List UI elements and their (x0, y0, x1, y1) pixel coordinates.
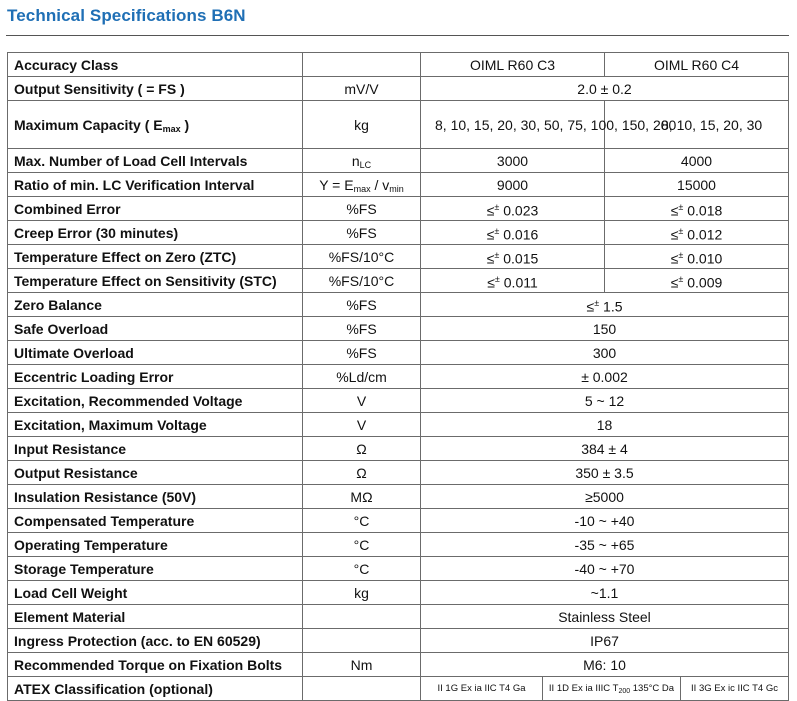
table-row (8, 461, 789, 485)
unit-cell (303, 677, 421, 701)
unit-cell: %FS (303, 221, 421, 245)
value-c3 (421, 197, 605, 221)
title-divider (6, 35, 789, 36)
param-label: Accuracy Class (8, 53, 303, 77)
unit-cell: °C (303, 509, 421, 533)
unit-cell: %FS (303, 341, 421, 365)
page-title: Technical Specifications B6N (7, 6, 246, 25)
value-c3: 8, 10, 15, 20, 30, 50, 75, 100, 150, 200 (421, 101, 605, 149)
value-merged: 2.0 ± 0.2 (421, 77, 789, 101)
le-symbol: ≤± (586, 297, 600, 315)
value-text: 0.015 (503, 250, 539, 267)
unit-cell: Nm (303, 653, 421, 677)
value-merged: ~1.1 (421, 581, 789, 605)
param-label: Excitation, Recommended Voltage (8, 389, 303, 413)
param-label: Excitation, Maximum Voltage (8, 413, 303, 437)
table-row (8, 677, 789, 701)
param-label: Element Material (8, 605, 303, 629)
value-merged: IP67 (421, 629, 789, 653)
unit-cell: %FS/10°C (303, 269, 421, 293)
param-label: Temperature Effect on Zero (ZTC) (8, 245, 303, 269)
table-row (8, 605, 789, 629)
table-row (8, 53, 789, 77)
param-label: Output Sensitivity ( = FS ) (8, 77, 303, 101)
value-merged: M6: 10 (421, 653, 789, 677)
value-text: 0.012 (687, 226, 723, 243)
unit-cell: %FS (303, 293, 421, 317)
table-row (8, 221, 789, 245)
table-row (8, 197, 789, 221)
table-row (8, 77, 789, 101)
unit-text: n (351, 152, 360, 169)
unit-cell: Ω (303, 461, 421, 485)
atex-text: II 1D Ex ia IIIC T (548, 683, 619, 694)
unit-cell: mV/V (303, 77, 421, 101)
unit-cell (303, 629, 421, 653)
value-c4: 8, 10, 15, 20, 30 (605, 101, 789, 149)
value-c3 (421, 269, 605, 293)
table-row (8, 485, 789, 509)
table-row (8, 149, 789, 173)
table-row (8, 557, 789, 581)
value-c4: OIML R60 C4 (605, 53, 789, 77)
table-row (8, 581, 789, 605)
value-merged: 384 ± 4 (421, 437, 789, 461)
value-text: 0.011 (503, 274, 538, 291)
table-row (8, 269, 789, 293)
value-c4 (605, 197, 789, 221)
unit-cell (303, 53, 421, 77)
param-label: Load Cell Weight (8, 581, 303, 605)
value-c3: OIML R60 C3 (421, 53, 605, 77)
param-label: Input Resistance (8, 437, 303, 461)
le-symbol: ≤± (670, 225, 684, 243)
table-row (8, 389, 789, 413)
unit-cell: %FS (303, 317, 421, 341)
value-c4 (605, 245, 789, 269)
value-merged: 350 ± 3.5 (421, 461, 789, 485)
value-text: 0.009 (687, 274, 723, 291)
value-c4: 4000 (605, 149, 789, 173)
unit-cell: %Ld/cm (303, 365, 421, 389)
table-row (8, 341, 789, 365)
unit-cell: %FS/10°C (303, 245, 421, 269)
value-text: 0.010 (687, 250, 723, 267)
value-merged: -35 ~ +65 (421, 533, 789, 557)
unit-cell (303, 149, 421, 173)
atex-1g: II 1G Ex ia IIC T4 Ga (421, 677, 543, 700)
param-label: Temperature Effect on Sensitivity (STC) (8, 269, 303, 293)
specifications-table (7, 52, 789, 701)
unit-cell: V (303, 389, 421, 413)
atex-text: 135°C Da (630, 683, 675, 694)
value-c3 (421, 245, 605, 269)
param-label (8, 101, 303, 149)
param-label: Safe Overload (8, 317, 303, 341)
atex-1d (543, 677, 681, 700)
table-row (8, 653, 789, 677)
value-merged: -10 ~ +40 (421, 509, 789, 533)
param-label: Creep Error (30 minutes) (8, 221, 303, 245)
value-merged: 18 (421, 413, 789, 437)
param-label: Storage Temperature (8, 557, 303, 581)
unit-cell (303, 605, 421, 629)
param-label: Compensated Temperature (8, 509, 303, 533)
value-merged: 150 (421, 317, 789, 341)
le-symbol: ≤± (670, 273, 684, 291)
unit-sub: min (389, 183, 404, 194)
param-label: ATEX Classification (optional) (8, 677, 303, 701)
table-row (8, 293, 789, 317)
atex-values (421, 677, 789, 701)
value-merged: 5 ~ 12 (421, 389, 789, 413)
unit-text: / v (370, 176, 390, 193)
le-symbol: ≤± (670, 249, 684, 267)
le-symbol: ≤± (486, 201, 500, 219)
table-row (8, 173, 789, 197)
table-row (8, 101, 789, 149)
value-merged: Stainless Steel (421, 605, 789, 629)
unit-cell: kg (303, 581, 421, 605)
unit-text: Y = E (319, 176, 354, 193)
param-label: Ingress Protection (acc. to EN 60529) (8, 629, 303, 653)
value-merged: 300 (421, 341, 789, 365)
unit-cell: MΩ (303, 485, 421, 509)
le-symbol: ≤± (487, 273, 500, 291)
value-merged: ± 0.002 (421, 365, 789, 389)
unit-sub: LC (359, 159, 372, 170)
le-symbol: ≤± (486, 249, 500, 267)
value-merged: ≥5000 (421, 485, 789, 509)
value-c3 (421, 221, 605, 245)
param-label: Output Resistance (8, 461, 303, 485)
param-text: ) (180, 116, 190, 133)
param-label: Insulation Resistance (50V) (8, 485, 303, 509)
unit-cell (303, 173, 421, 197)
param-label: Operating Temperature (8, 533, 303, 557)
unit-cell: kg (303, 101, 421, 149)
value-merged: -40 ~ +70 (421, 557, 789, 581)
value-text: 0.016 (503, 226, 539, 243)
table-row (8, 245, 789, 269)
unit-cell: %FS (303, 197, 421, 221)
value-c4 (605, 221, 789, 245)
value-merged (421, 293, 789, 317)
table-row (8, 533, 789, 557)
param-label: Ratio of min. LC Verification Interval (8, 173, 303, 197)
value-c3: 9000 (421, 173, 605, 197)
value-c4: 15000 (605, 173, 789, 197)
value-text: 1.5 (603, 298, 623, 315)
unit-sub: max (353, 183, 371, 194)
param-label: Ultimate Overload (8, 341, 303, 365)
le-symbol: ≤± (486, 225, 500, 243)
table-row (8, 317, 789, 341)
param-label: Recommended Torque on Fixation Bolts (8, 653, 303, 677)
table-row (8, 437, 789, 461)
le-symbol: ≤± (670, 201, 684, 219)
table-row (8, 365, 789, 389)
unit-cell: Ω (303, 437, 421, 461)
value-text: 0.023 (503, 202, 539, 219)
value-c3: 3000 (421, 149, 605, 173)
unit-cell: °C (303, 557, 421, 581)
param-label: Eccentric Loading Error (8, 365, 303, 389)
value-text: 0.018 (687, 202, 723, 219)
param-label: Max. Number of Load Cell Intervals (8, 149, 303, 173)
param-label: Combined Error (8, 197, 303, 221)
value-c4 (605, 269, 789, 293)
param-sub: max (162, 123, 181, 134)
param-label: Zero Balance (8, 293, 303, 317)
unit-cell: V (303, 413, 421, 437)
table-row (8, 509, 789, 533)
atex-3g: II 3G Ex ic IIC T4 Gc (691, 683, 778, 694)
param-text: Maximum Capacity ( E (14, 116, 163, 133)
table-row (8, 629, 789, 653)
atex-sub: 200 (618, 688, 631, 695)
table-row (8, 413, 789, 437)
unit-cell: °C (303, 533, 421, 557)
